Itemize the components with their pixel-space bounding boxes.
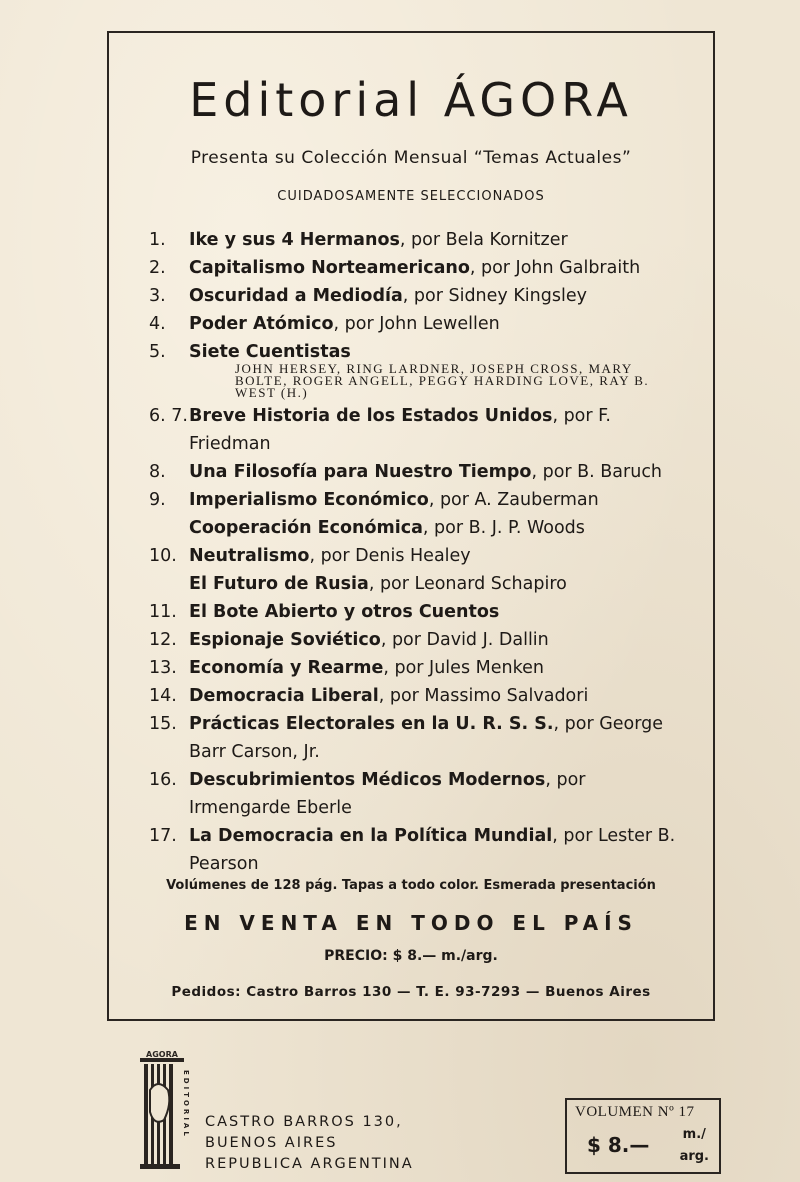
book-number: 3.: [149, 286, 166, 306]
book-number: 1.: [149, 230, 166, 250]
book-entry: [149, 458, 689, 486]
book-line: [189, 654, 689, 682]
book-line: [189, 226, 689, 254]
book-number: 10.: [149, 546, 177, 566]
book-entry: [149, 822, 689, 878]
book-author: , por Denis Healey: [309, 546, 471, 566]
book-title: Breve Historia de los Estados Unidos: [189, 406, 553, 426]
book-entry: [149, 766, 689, 822]
book-title: Prácticas Electorales en la U. R. S. S.: [189, 714, 554, 734]
book-title: Poder Atómico: [189, 314, 334, 334]
book-line: [189, 766, 689, 822]
book-line: [189, 570, 689, 598]
book-title: Una Filosofía para Nuestro Tiempo: [189, 462, 532, 482]
book-entry: [149, 710, 689, 766]
book-author: , por George Barr Carson, Jr.: [189, 714, 664, 762]
volumes-description: Volúmenes de 128 pág. Tapas a todo color. Esmerada presentación: [166, 878, 656, 893]
book-entry: [149, 282, 689, 310]
book-entry: [149, 402, 689, 458]
book-author: , por Lester B. Pearson: [189, 826, 676, 874]
book-title: El Bote Abierto y otros Cuentos: [189, 602, 500, 622]
book-author: , por David J. Dallin: [380, 630, 549, 650]
price-line: PRECIO: $ 8.— m./arg.: [324, 948, 498, 964]
book-number: 13.: [149, 658, 177, 678]
volume-number: VOLUMEN Nº 17: [575, 1104, 695, 1120]
book-number: 12.: [149, 630, 177, 650]
catalog-frame: [107, 31, 715, 1021]
publisher-address: [205, 1112, 414, 1175]
book-title: Neutralismo: [189, 546, 310, 566]
anthology-authors: JOHN HERSEY, RING LARDNER, JOSEPH CROSS, MARY BOLTE, ROGER ANGELL, PEGGY HARDING LOVE, RAY B. WEST (H.): [235, 361, 650, 400]
book-author: , por B. J. P. Woods: [422, 518, 585, 538]
book-entry: [149, 486, 689, 542]
publisher-title: Editorial ÁGORA: [189, 73, 633, 127]
book-list: [149, 226, 689, 878]
book-title: Espionaje Soviético: [189, 630, 381, 650]
book-line: [189, 626, 689, 654]
book-author: , por Bela Kornitzer: [399, 230, 568, 250]
book-author: , por Sidney Kingsley: [402, 286, 587, 306]
collection-subtitle: Presenta su Colección Mensual “Temas Actuales”: [190, 148, 632, 168]
book-author: , por Leonard Schapiro: [368, 574, 567, 594]
logo-side-text: EDITORIAL: [182, 1070, 190, 1139]
book-number: 6. 7.: [149, 406, 188, 426]
book-line: [189, 542, 689, 570]
book-title: Economía y Rearme: [189, 658, 384, 678]
volume-box: [565, 1098, 721, 1174]
book-number: 11.: [149, 602, 177, 622]
book-author: , por Jules Menken: [383, 658, 544, 678]
book-line: [189, 254, 689, 282]
book-line: [189, 710, 689, 766]
book-author: , por B. Baruch: [531, 462, 663, 482]
book-author: , por Irmengarde Eberle: [189, 770, 586, 818]
book-line: [189, 458, 689, 486]
sale-banner: EN VENTA EN TODO EL PAÍS: [184, 911, 638, 935]
book-line: [189, 822, 689, 878]
book-line: [189, 402, 689, 458]
book-number: 2.: [149, 258, 166, 278]
book-title: Ike y sus 4 Hermanos: [189, 230, 400, 250]
address-line-3: REPUBLICA ARGENTINA: [205, 1156, 414, 1172]
book-entry: [149, 338, 689, 399]
book-number: 8.: [149, 462, 166, 482]
book-author: , por John Galbraith: [469, 258, 641, 278]
volume-price: $ 8.—: [587, 1133, 650, 1157]
book-entry: [149, 626, 689, 654]
book-entry: [149, 682, 689, 710]
agora-logo: [138, 1050, 192, 1180]
volume-unit: [680, 1124, 709, 1168]
book-line: [189, 282, 689, 310]
book-entry: [149, 226, 689, 254]
book-number: 5.: [149, 342, 166, 362]
book-entry: [149, 542, 689, 598]
book-title: Democracia Liberal: [189, 686, 379, 706]
book-entry: [149, 654, 689, 682]
book-number: 9.: [149, 490, 166, 510]
book-number: 17.: [149, 826, 177, 846]
book-title: Oscuridad a Mediodía: [189, 286, 403, 306]
book-line: [189, 310, 689, 338]
book-author: , por F. Friedman: [189, 406, 611, 454]
book-number: 4.: [149, 314, 166, 334]
book-author: , por A. Zauberman: [428, 490, 599, 510]
address-line-2: BUENOS AIRES: [205, 1135, 338, 1151]
book-title: Descubrimientos Médicos Modernos: [189, 770, 546, 790]
book-line: [189, 514, 689, 542]
book-title: Cooperación Económica: [189, 518, 423, 538]
selection-note: CUIDADOSAMENTE SELECCIONADOS: [277, 189, 545, 204]
book-entry: [149, 310, 689, 338]
book-line: [189, 682, 689, 710]
book-entry: [149, 254, 689, 282]
book-number: 14.: [149, 686, 177, 706]
unit-bottom: arg.: [679, 1149, 709, 1164]
book-title: El Futuro de Rusia: [189, 574, 369, 594]
book-line: [189, 486, 689, 514]
book-title: Capitalismo Norteamericano: [189, 258, 470, 278]
book-entry: [149, 598, 689, 626]
book-line: [189, 598, 689, 626]
book-number: 16.: [149, 770, 177, 790]
address-line-1: CASTRO BARROS 130,: [205, 1114, 403, 1130]
logo-label: AGORA: [146, 1050, 178, 1059]
unit-top: m./: [682, 1127, 706, 1142]
book-title: Siete Cuentistas: [189, 342, 351, 362]
orders-line: Pedidos: Castro Barros 130 — T. E. 93-7293 — Buenos Aires: [171, 984, 651, 1000]
book-title: Imperialismo Económico: [189, 490, 429, 510]
book-author: , por Massimo Salvadori: [378, 686, 589, 706]
book-title: La Democracia en la Política Mundial: [189, 826, 553, 846]
book-number: 15.: [149, 714, 177, 734]
book-author: , por John Lewellen: [333, 314, 500, 334]
